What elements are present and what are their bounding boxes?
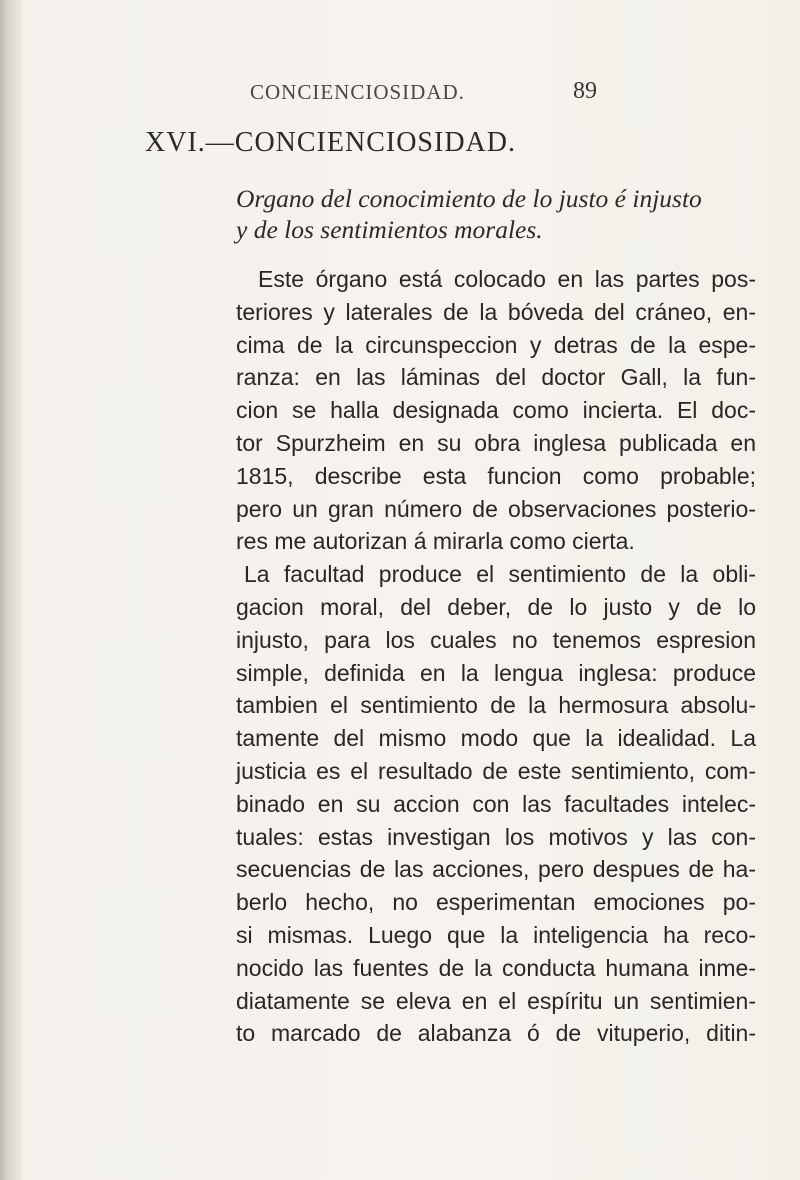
subtitle-line: Organo del conocimiento de lo justo é injusto [236, 184, 702, 213]
chapter-title: XVI.—CONCIENCIOSIDAD. [145, 127, 516, 158]
text-line: Este órgano está colocado en las partes pos- [258, 266, 756, 292]
text-line: gacion moral, del deber, de lo justo y de lo [236, 593, 756, 620]
text-line: to marcado de alabanza ó de vituperio, ditin- [236, 1020, 756, 1047]
text-line: res me autorizan á mirarla como cierta. [236, 528, 635, 555]
text-line: tambien el sentimiento de la hermosura absolu- [236, 692, 756, 719]
text-line: tor Spurzheim en su obra inglesa publicada en [236, 429, 756, 456]
subtitle-line: y de los sentimientos morales. [236, 215, 543, 244]
text-line: binado en su accion con las facultades intelec- [236, 790, 756, 817]
text-line: simple, definida en la lengua inglesa: produce [236, 659, 756, 686]
text-line: tamente del mismo modo que la idealidad. La [236, 725, 756, 752]
text-line: diatamente se eleva en el espíritu un sentimien- [236, 987, 756, 1014]
text-line: secuencias de las acciones, pero despues de ha- [236, 856, 756, 883]
running-head [0, 78, 800, 108]
text-line: tuales: estas investigan los motivos y las con- [236, 823, 756, 850]
text-line: teriores y laterales de la bóveda del cráneo, en- [236, 298, 756, 325]
text-line: cima de la circunspeccion y detras de la espe- [236, 331, 756, 358]
text-line: La facultad produce el sentimiento de la obli- [244, 561, 756, 588]
text-line: nocido las fuentes de la conducta humana inme- [236, 954, 756, 981]
text-line: cion se halla designada como incierta. El doc- [236, 397, 756, 424]
chapter-subtitle [236, 183, 756, 245]
text-line: 1815, describe esta funcion como probable; [236, 462, 756, 489]
running-title: CONCIENCIOSIDAD. [250, 80, 465, 104]
body-text [236, 263, 756, 1050]
text-line: justicia es el resultado de este sentimiento, com- [236, 757, 756, 784]
text-line: pero un gran número de observaciones posterio- [236, 495, 756, 522]
text-line: ranza: en las láminas del doctor Gall, la fun- [236, 364, 756, 391]
page-gutter [0, 0, 22, 1180]
page-number: 89 [573, 78, 597, 104]
text-line: injusto, para los cuales no tenemos espresion [236, 626, 756, 653]
text-line: berlo hecho, no esperimentan emociones po- [236, 889, 756, 916]
text-line: si mismas. Luego que la inteligencia ha reco- [236, 921, 756, 948]
